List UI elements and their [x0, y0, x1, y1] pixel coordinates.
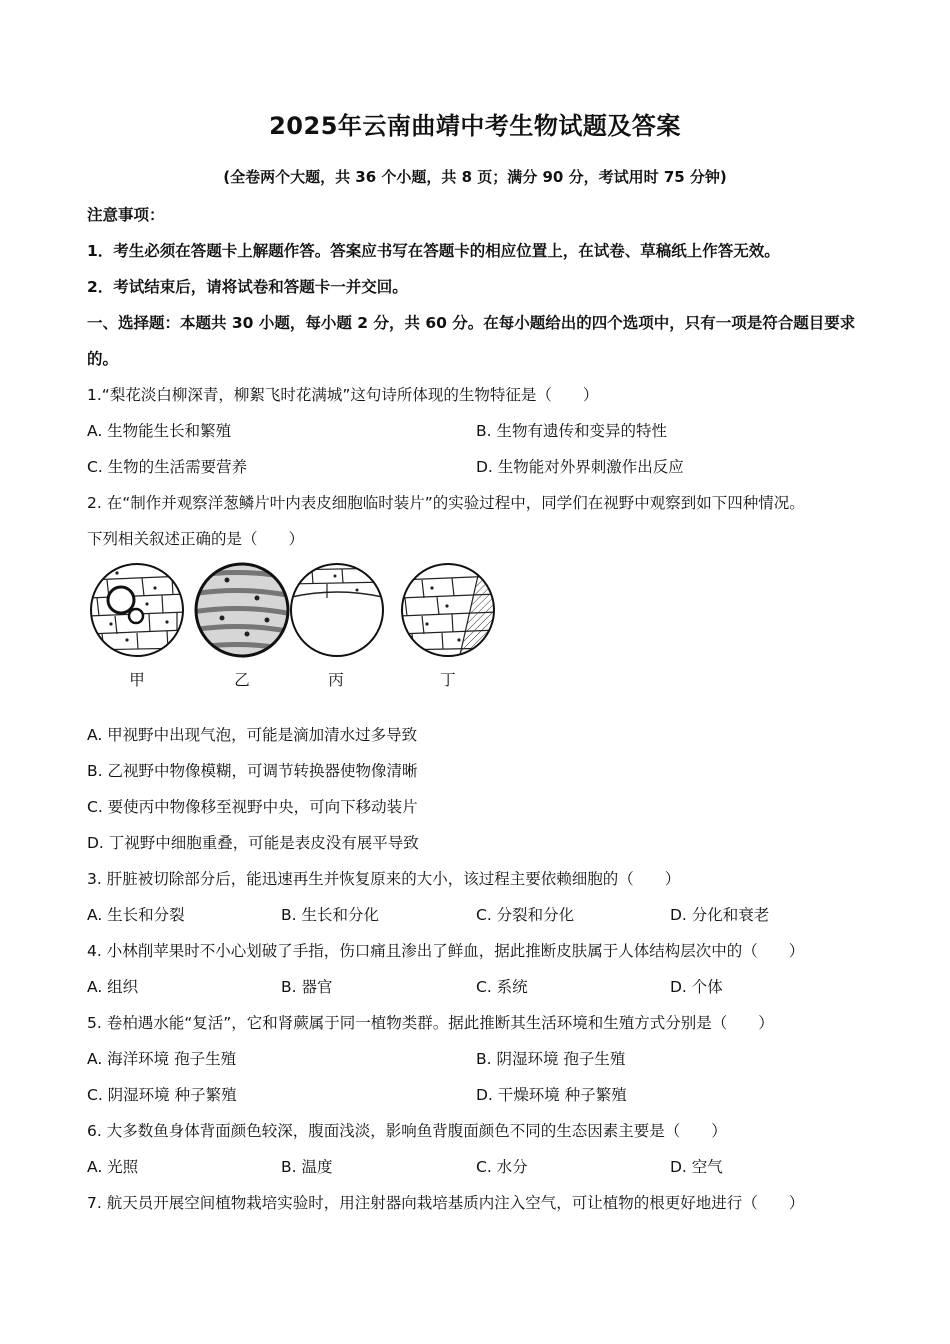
q3-option-a: A. 生长和分裂 — [87, 906, 185, 924]
q6-stem: 6. 大多数鱼身体背面颜色较深，腹面浅淡，影响鱼背腹面颜色不同的生态因素主要是（ ） — [87, 1122, 727, 1140]
q2-option-c: C. 要使丙中物像移至视野中央，可向下移动装片 — [87, 798, 418, 816]
q5-option-b: B. 阴湿环境 孢子生殖 — [476, 1050, 626, 1068]
section1-heading-line1: 一、选择题：本题共 30 小题，每小题 2 分，共 60 分。在每小题给出的四个选项中，只有一项是符合题目要求 — [87, 314, 856, 332]
q1-option-b: B. 生物有遗传和变异的特性 — [476, 422, 667, 440]
q4-stem: 4. 小林削苹果时不小心划破了手指，伤口痛且渗出了鲜血，据此推断皮肤属于人体结构层次中的（ ） — [87, 942, 805, 960]
q3-option-b: B. 生长和分化 — [281, 906, 379, 924]
exam-info-subtitle: (全卷两个大题，共 36 个小题，共 8 页；满分 90 分，考试用时 75 分钟) — [223, 168, 727, 186]
page-title: 2025年云南曲靖中考生物试题及答案 — [269, 112, 681, 140]
figure-label-ding: 丁 — [440, 671, 456, 689]
q6-option-d: D. 空气 — [670, 1158, 723, 1176]
q4-option-c: C. 系统 — [476, 978, 528, 996]
q4-option-d: D. 个体 — [670, 978, 723, 996]
figure-label-jia: 甲 — [129, 671, 145, 689]
q3-stem: 3. 肝脏被切除部分后，能迅速再生并恢复原来的大小，该过程主要依赖细胞的（ ） — [87, 870, 681, 888]
q1-stem: 1.“梨花淡白柳深青，柳絮飞时花满城”这句诗所体现的生物特征是（ ） — [87, 386, 599, 404]
view-yi — [192, 564, 292, 656]
figure-label-yi: 乙 — [234, 671, 250, 689]
q2-stem-line1: 2. 在“制作并观察洋葱鳞片叶内表皮细胞临时装片”的实验过程中，同学们在视野中观察到如下四种情况。 — [87, 494, 805, 512]
q4-option-a: A. 组织 — [87, 978, 139, 996]
q6-option-b: B. 温度 — [281, 1158, 333, 1176]
q5-option-a: A. 海洋环境 孢子生殖 — [87, 1050, 237, 1068]
notes-item-2: 2．考试结束后，请将试卷和答题卡一并交回。 — [87, 278, 408, 296]
figure-label-bing: 丙 — [328, 671, 344, 689]
notes-item-1: 1．考生必须在答题卡上解题作答。答案应书写在答题卡的相应位置上，在试卷、草稿纸上作答无效。 — [87, 242, 780, 260]
q1-option-a: A. 生物能生长和繁殖 — [87, 422, 232, 440]
q5-option-d: D. 干燥环境 种子繁殖 — [476, 1086, 627, 1104]
view-bing — [287, 564, 387, 656]
q3-option-c: C. 分裂和分化 — [476, 906, 575, 924]
q1-option-d: D. 生物能对外界刺激作出反应 — [476, 458, 684, 476]
q1-option-c: C. 生物的生活需要营养 — [87, 458, 248, 476]
q4-option-b: B. 器官 — [281, 978, 333, 996]
q3-option-d: D. 分化和衰老 — [670, 906, 770, 924]
q2-stem-line2: 下列相关叙述正确的是（ ） — [87, 530, 305, 548]
q7-stem: 7. 航天员开展空间植物栽培实验时，用注射器向栽培基质内注入空气，可让植物的根更好地进行（ ） — [87, 1194, 805, 1212]
view-ding — [398, 558, 507, 668]
q2-option-d: D. 丁视野中细胞重叠，可能是表皮没有展平导致 — [87, 834, 419, 852]
notes-heading: 注意事项： — [87, 206, 165, 224]
q5-stem: 5. 卷柏遇水能“复活”，它和肾蕨属于同一植物类群。据此推断其生活环境和生殖方式分别是（ ） — [87, 1014, 774, 1032]
q2-option-a: A. 甲视野中出现气泡，可能是滴加清水过多导致 — [87, 726, 418, 744]
q5-option-c: C. 阴湿环境 种子繁殖 — [87, 1086, 237, 1104]
q2-option-b: B. 乙视野中物像模糊，可调节转换器使物像清晰 — [87, 762, 418, 780]
q6-option-c: C. 水分 — [476, 1158, 528, 1176]
q6-option-a: A. 光照 — [87, 1158, 139, 1176]
view-jia — [87, 564, 187, 656]
section1-heading-line2: 的。 — [87, 350, 119, 368]
